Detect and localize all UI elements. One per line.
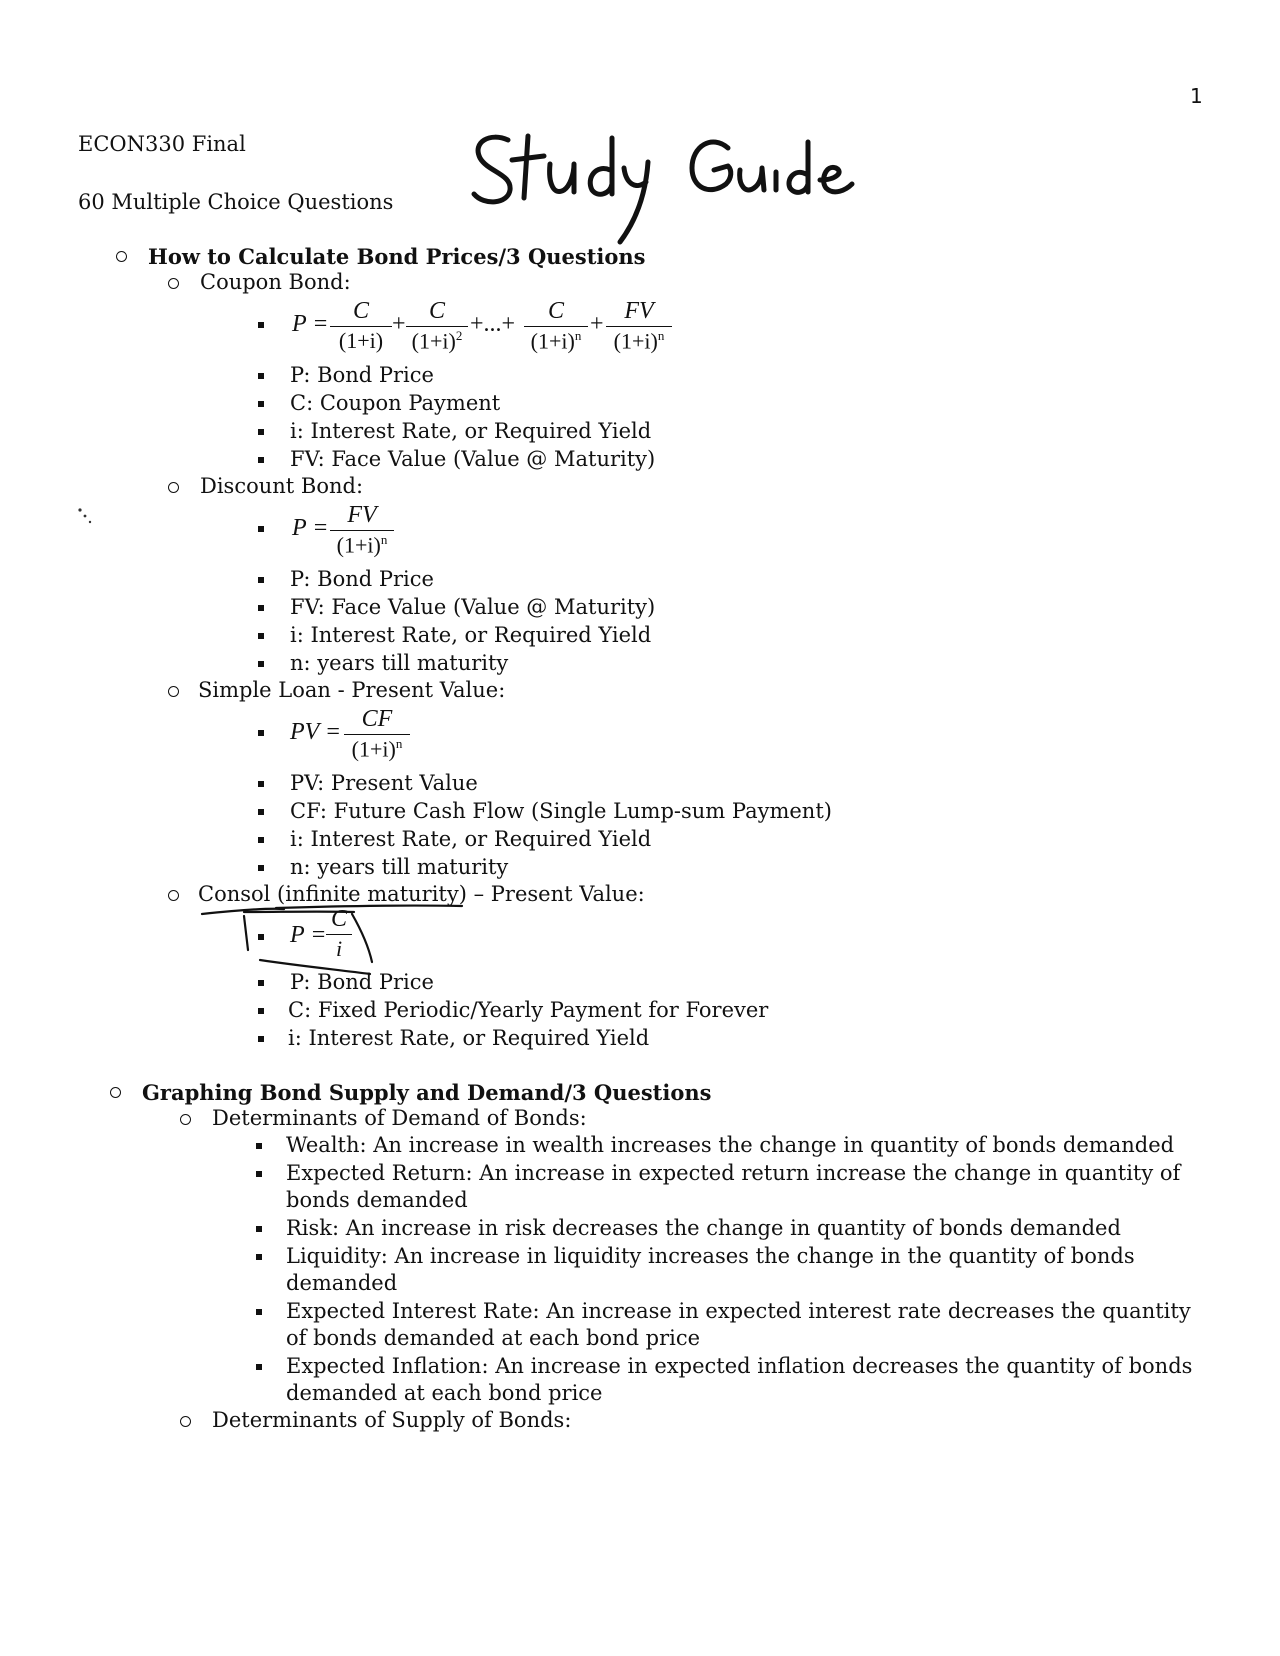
discount-num: FV [347, 502, 377, 528]
coupon-term-fv-den: (1+i) [613, 328, 658, 354]
list-item: P: Bond Price [290, 970, 434, 994]
list-item: PV: Present Value [290, 771, 478, 795]
ellipsis-sign: +...+ [470, 311, 516, 337]
subsection-bullet [168, 686, 179, 697]
section-title-supply-demand: Graphing Bond Supply and Demand/3 Questions [142, 1080, 712, 1105]
list-item: Risk: An increase in risk decreases the change in quantity of bonds demanded [286, 1216, 1121, 1240]
simple-loan-den: (1+i) [351, 736, 396, 762]
consol-num: C [330, 906, 347, 932]
list-item-continuation: of bonds demanded at each bond price [286, 1326, 701, 1350]
discount-exp: n [380, 532, 388, 547]
section-bullet [110, 1087, 121, 1098]
formula-bullet [258, 730, 264, 736]
subsection-bullet [180, 1114, 191, 1125]
list-item: Wealth: An increase in wealth increases the change in quantity of bonds demanded [286, 1133, 1175, 1157]
simple-loan-label: Simple Loan - Present Value: [198, 678, 506, 702]
list-item: Liquidity: An increase in liquidity increases the change in the quantity of bonds [286, 1244, 1135, 1268]
coupon-term-2-exp: 2 [455, 328, 463, 343]
coupon-term-1-num: C [352, 298, 369, 324]
list-item: i: Interest Rate, or Required Yield [290, 419, 652, 443]
coupon-term-fv [606, 298, 672, 354]
list-item-continuation: demanded at each bond price [286, 1381, 603, 1405]
list-item: i: Interest Rate, or Required Yield [290, 827, 652, 851]
page-number: 1 [1190, 84, 1203, 108]
list-item: FV: Face Value (Value @ Maturity) [290, 447, 656, 471]
question-count: 60 Multiple Choice Questions [78, 190, 394, 214]
simple-loan-fraction [344, 706, 410, 762]
coupon-term-n-num: C [547, 298, 564, 324]
handwritten-study-guide-signature [470, 118, 890, 248]
formula-bullet [258, 322, 264, 328]
section-bullet [116, 251, 127, 262]
plus-sign: + [392, 311, 406, 337]
list-item: C: Coupon Payment [290, 391, 501, 415]
coupon-term-2-num: C [428, 298, 445, 324]
coupon-term-n [524, 298, 588, 354]
plus-sign-2: + [590, 311, 604, 337]
list-item: Expected Interest Rate: An increase in expected interest rate decreases the quantity [286, 1299, 1191, 1323]
list-item: P: Bond Price [290, 363, 434, 387]
consol-label: Consol (infinite maturity) – Present Value: [198, 882, 645, 906]
formula-bullet [258, 526, 264, 532]
list-item: n: years till maturity [290, 651, 509, 675]
list-item: i: Interest Rate, or Required Yield [290, 623, 652, 647]
list-item: n: years till maturity [290, 855, 509, 879]
list-item-continuation: demanded [286, 1271, 398, 1295]
discount-fraction [330, 502, 394, 558]
supply-determinants-label: Determinants of Supply of Bonds: [212, 1408, 572, 1432]
consol-formula-lhs: P = [290, 922, 327, 948]
formula-bullet [258, 934, 264, 940]
demand-determinants-label: Determinants of Demand of Bonds: [212, 1106, 587, 1130]
coupon-term-1-den: (1+i) [338, 328, 384, 353]
list-item: FV: Face Value (Value @ Maturity) [290, 595, 656, 619]
simple-loan-exp: n [395, 736, 403, 751]
list-item: P: Bond Price [290, 567, 434, 591]
coupon-term-2-den: (1+i) [411, 328, 456, 354]
subsection-bullet [180, 1416, 191, 1427]
section-title-bond-prices: How to Calculate Bond Prices/3 Questions [148, 244, 646, 269]
scan-speck [76, 506, 96, 528]
subsection-bullet [168, 482, 179, 493]
discount-bond-label: Discount Bond: [200, 474, 364, 498]
discount-den: (1+i) [336, 532, 381, 558]
coupon-term-1 [330, 298, 392, 354]
coupon-term-n-exp: n [574, 328, 582, 343]
simple-loan-formula-lhs: PV = [290, 719, 342, 745]
coupon-formula-lhs: P = [292, 311, 329, 337]
simple-loan-num: CF [361, 706, 393, 732]
coupon-term-2 [406, 298, 468, 354]
subsection-bullet [168, 890, 179, 901]
coupon-bond-label: Coupon Bond: [200, 270, 351, 294]
list-item: Expected Return: An increase in expected return increase the change in quantity of [286, 1161, 1181, 1185]
consol-den: i [335, 936, 343, 961]
coupon-term-fv-num: FV [624, 298, 654, 324]
coupon-term-n-den: (1+i) [530, 328, 575, 354]
list-item-continuation: bonds demanded [286, 1188, 468, 1212]
list-item: i: Interest Rate, or Required Yield [288, 1026, 650, 1050]
consol-fraction [326, 906, 352, 962]
list-item: Expected Inflation: An increase in expected inflation decreases the quantity of bonds [286, 1354, 1193, 1378]
discount-formula-lhs: P = [292, 515, 329, 541]
course-title: ECON330 Final [78, 132, 246, 156]
coupon-term-fv-exp: n [657, 328, 665, 343]
subsection-bullet [168, 278, 179, 289]
list-item: C: Fixed Periodic/Yearly Payment for Forever [288, 998, 769, 1022]
list-item: CF: Future Cash Flow (Single Lump-sum Payment) [290, 799, 832, 823]
